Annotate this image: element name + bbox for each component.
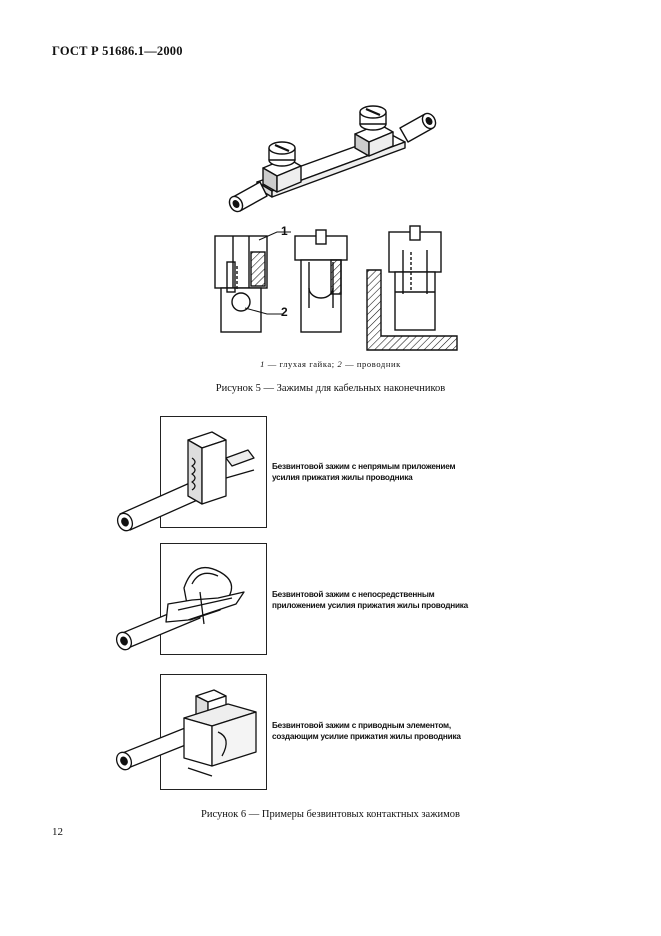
example3-drawing [108,682,268,792]
callout-2: 2 [281,305,288,319]
example2-label: Безвинтовой зажим с непосредственным приложением усилия прижатия жилы проводника [272,590,469,610]
figure5-isometric-drawing [205,100,445,225]
callout-1: 1 [281,224,288,238]
example1-drawing [108,418,268,528]
page-number: 12 [52,826,63,838]
example3-label: Безвинтовой зажим с приводным элементом, создающим усилие прижатия жилы проводника [272,721,461,741]
figure6-caption: Рисунок 6 — Примеры безвинтовых контактных зажимов [201,809,460,820]
example1-label: Безвинтовой зажим с непрямым приложением усилия прижатия жилы проводника [272,462,456,482]
figure5-caption: Рисунок 5 — Зажимы для кабельных наконечников [215,383,446,394]
figure5-legend: 1 — глухая гайка; 2 — проводник [260,359,401,369]
document-header: ГОСТ Р 51686.1—2000 [52,44,183,58]
example2-drawing [108,548,268,658]
figure5-cross-sections [205,222,465,354]
